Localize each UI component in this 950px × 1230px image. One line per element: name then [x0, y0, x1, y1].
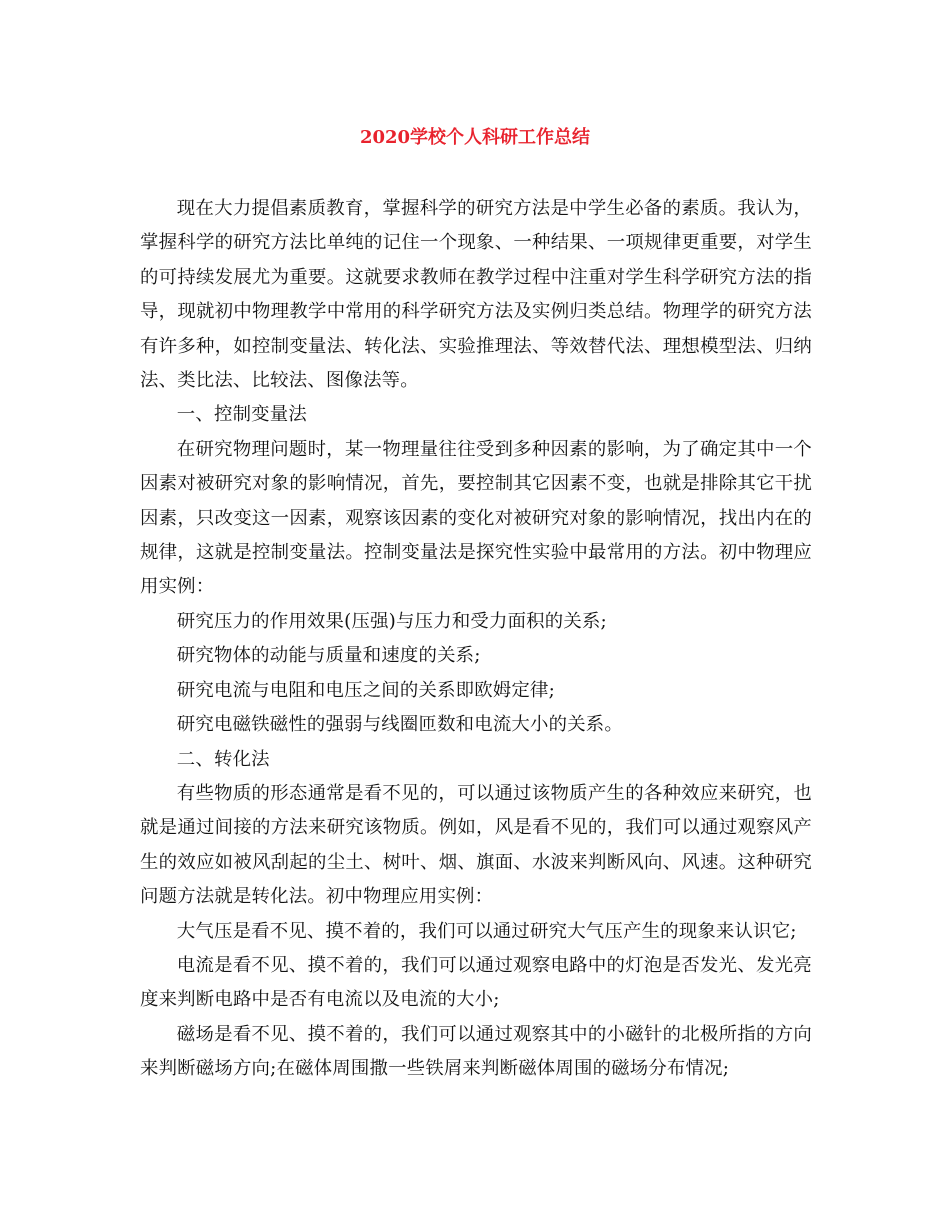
section-heading-conversion: 二、转化法 [176, 748, 270, 770]
intro-paragraph: 现在大力提倡素质教育，掌握科学的研究方法是中学生必备的素质。我认为，掌握科学的研究方法比单纯的记住一个现象、一种结果、一项规律更重要，对学生的可持续发展尤为重要。这就要求教师在教学过程中注重对学生科学研究方法的指导，现就初中物理教学中常用的科学研究方法及实例归类总结。物理学的研究方法有许多种，如控制变量法、转化法、实验推理法、等效替代法、理想模型法、归纳法、类比法、比较法、图像法等。 [140, 198, 812, 392]
control-variable-paragraph: 在研究物理问题时，某一物理量往往受到多种因素的影响，为了确定其中一个因素对被研究对象的影响情况，首先，要控制其它因素不变，也就是排除其它干扰因素，只改变这一因素，观察该因素的变化对被研究对象的影响情况，找出内在的规律，这就是控制变量法。控制变量法是探究性实验中最常用的方法。初中物理应用实例： [140, 438, 812, 598]
example-item: 磁场是看不见、摸不着的，我们可以通过观察其中的小磁针的北极所指的方向来判断磁场方向;在磁体周围撒一些铁屑来判断磁体周围的磁场分布情况; [140, 1023, 812, 1080]
example-item: 研究电流与电阻和电压之间的关系即欧姆定律; [176, 679, 556, 701]
example-item: 研究电磁铁磁性的强弱与线圈匝数和电流大小的关系。 [176, 714, 623, 736]
example-item: 研究物体的动能与质量和速度的关系; [176, 645, 481, 667]
example-item: 研究压力的作用效果(压强)与压力和受力面积的关系; [176, 610, 607, 632]
section-heading-control-variable: 一、控制变量法 [176, 404, 307, 426]
conversion-paragraph: 有些物质的形态通常是看不见的，可以通过该物质产生的各种效应来研究，也就是通过间接的方法来研究该物质。例如，风是看不见的，我们可以通过观察风产生的效应如被风刮起的尘土、树叶、烟、旗面、水波来判断风向、风速。这种研究问题方法就是转化法。初中物理应用实例： [140, 782, 812, 908]
example-item: 大气压是看不见、摸不着的，我们可以通过研究大气压产生的现象来认识它; [176, 920, 797, 942]
document-title: 2020学校个人科研工作总结 [359, 127, 591, 148]
document-body [140, 192, 812, 1087]
example-item: 电流是看不见、摸不着的，我们可以通过观察电路中的灯泡是否发光、发光亮度来判断电路中是否有电流以及电流的大小; [140, 954, 812, 1011]
